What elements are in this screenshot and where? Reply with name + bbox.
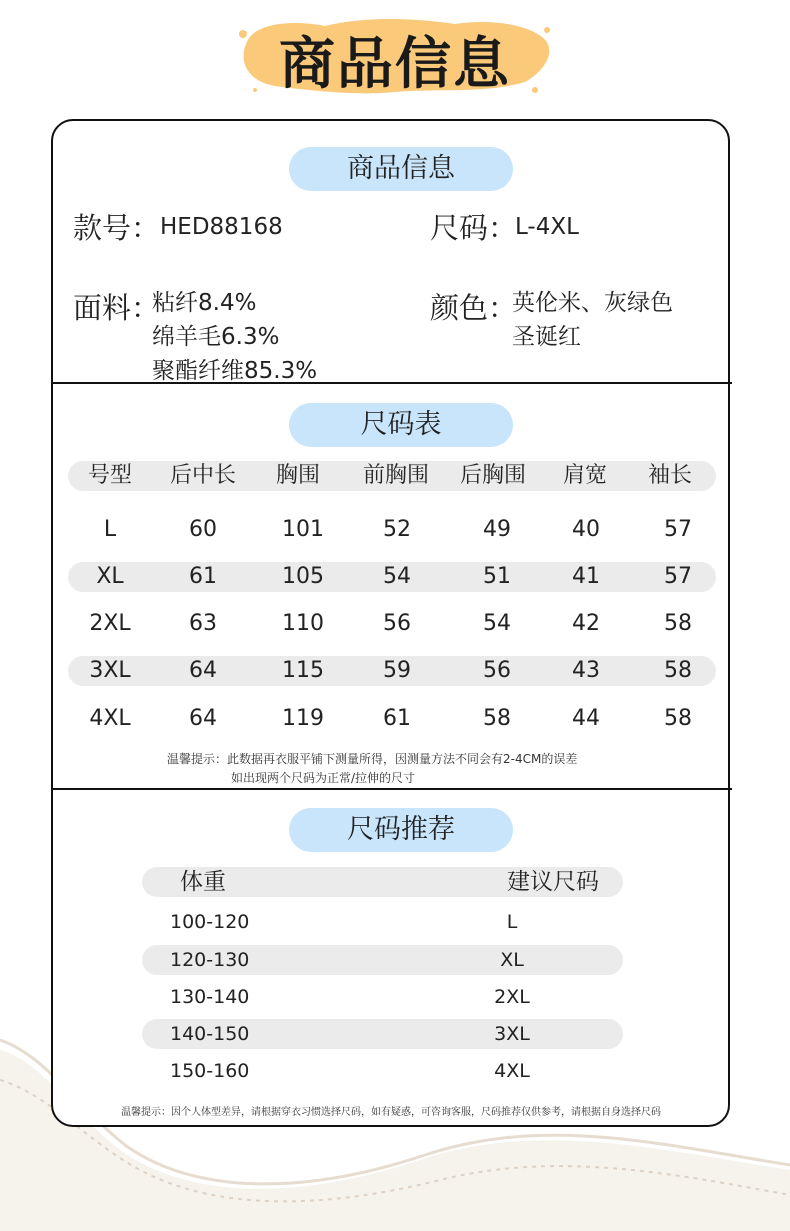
weight-cell: 140-150: [170, 1023, 250, 1045]
table-cell: 56: [383, 611, 411, 636]
size-header-cell: 胸围: [275, 463, 320, 488]
table-cell: 58: [664, 611, 692, 636]
table-cell: 57: [664, 517, 692, 542]
recommend-note: 温馨提示：因个人体型差异，请根据穿衣习惯选择尺码，如有疑惑，可咨询客服，尺码推荐仅供参考，请根据自身选择尺码: [121, 1107, 661, 1118]
size-cell: L: [506, 911, 518, 933]
table-cell: 59: [383, 658, 411, 683]
table-cell: 61: [383, 706, 411, 731]
size-chart-note-line-2: 如出现两个尺码为正常/拉伸的尺寸: [231, 771, 416, 785]
table-cell: 64: [189, 658, 217, 683]
table-row: [142, 982, 623, 1012]
style-label: 款号：: [73, 211, 161, 245]
table-row: [68, 656, 716, 686]
table-cell: 101: [282, 517, 324, 542]
suggested-size-header: 建议尺码: [507, 869, 599, 895]
table-row: [142, 945, 623, 975]
weight-header: 体重: [180, 869, 226, 895]
size-header-cell: 号型: [87, 463, 132, 488]
table-cell: 2XL: [89, 611, 131, 636]
table-cell: 43: [572, 658, 600, 683]
table-row: [142, 1019, 623, 1049]
size-cell: 2XL: [494, 986, 530, 1008]
table-cell: 56: [483, 658, 511, 683]
weight-cell: 120-130: [170, 949, 250, 971]
size-header-cell: 后胸围: [459, 463, 526, 488]
table-cell: 119: [282, 706, 324, 731]
size-range-value: L-4XL: [515, 214, 579, 240]
table-cell: 61: [189, 564, 217, 589]
size-table-header: [68, 461, 716, 491]
size-header-cell: 后中长: [169, 463, 236, 488]
weight-cell: 130-140: [170, 986, 250, 1008]
table-cell: 41: [572, 564, 600, 589]
table-cell: 44: [572, 706, 600, 731]
table-cell: 52: [383, 517, 411, 542]
table-cell: 115: [282, 658, 324, 683]
table-cell: 54: [483, 611, 511, 636]
table-row: [68, 704, 716, 734]
fabric-label: 面料：: [73, 291, 161, 325]
fabric-line-1: 粘纤8.4%: [152, 290, 257, 316]
table-cell: 64: [189, 706, 217, 731]
table-cell: L: [103, 517, 117, 542]
size-cell: XL: [500, 949, 524, 971]
section-pill-size-chart: 尺码表: [289, 403, 513, 447]
color-line-1: 英伦米、灰绿色: [512, 290, 673, 316]
table-cell: 40: [572, 517, 600, 542]
table-cell: 105: [282, 564, 324, 589]
weight-cell: 100-120: [170, 911, 250, 933]
table-cell: XL: [96, 564, 124, 589]
table-cell: 110: [282, 611, 324, 636]
table-cell: 4XL: [89, 706, 131, 731]
table-row: [68, 562, 716, 592]
style-value: HED88168: [160, 214, 283, 240]
size-header-cell: 前胸围: [362, 463, 429, 488]
section-pill-recommend: 尺码推荐: [289, 808, 513, 852]
table-row: [142, 1056, 623, 1086]
weight-cell: 150-160: [170, 1060, 250, 1082]
table-row: [68, 515, 716, 545]
table-cell: 60: [189, 517, 217, 542]
page-title-banner: [235, 12, 555, 97]
table-cell: 58: [664, 706, 692, 731]
section-pill-product-info: 商品信息: [289, 147, 513, 191]
fabric-line-3: 聚酯纤维85.3%: [152, 358, 318, 384]
size-header-cell: 肩宽: [562, 463, 607, 488]
table-cell: 58: [664, 658, 692, 683]
table-cell: 51: [483, 564, 511, 589]
table-cell: 42: [572, 611, 600, 636]
size-header-cell: 袖长: [647, 463, 692, 488]
table-cell: 54: [383, 564, 411, 589]
table-cell: 57: [664, 564, 692, 589]
table-row: [142, 907, 623, 937]
table-cell: 63: [189, 611, 217, 636]
color-label: 颜色：: [430, 291, 518, 325]
table-cell: 3XL: [89, 658, 131, 683]
page-title: 商品信息: [279, 32, 511, 97]
table-row: [68, 609, 716, 639]
color-line-2: 圣诞红: [512, 324, 581, 350]
recommend-table-header: [142, 867, 623, 897]
size-range-label: 尺码：: [430, 211, 518, 245]
size-cell: 3XL: [494, 1023, 530, 1045]
section-divider-2: [51, 788, 732, 790]
table-cell: 49: [483, 517, 511, 542]
size-cell: 4XL: [494, 1060, 530, 1082]
size-chart-note-line-1: 温馨提示：此数据再衣服平铺下测量所得，因测量方法不同会有2-4CM的误差: [167, 752, 578, 766]
fabric-line-2: 绵羊毛6.3%: [152, 324, 280, 350]
table-cell: 58: [483, 706, 511, 731]
